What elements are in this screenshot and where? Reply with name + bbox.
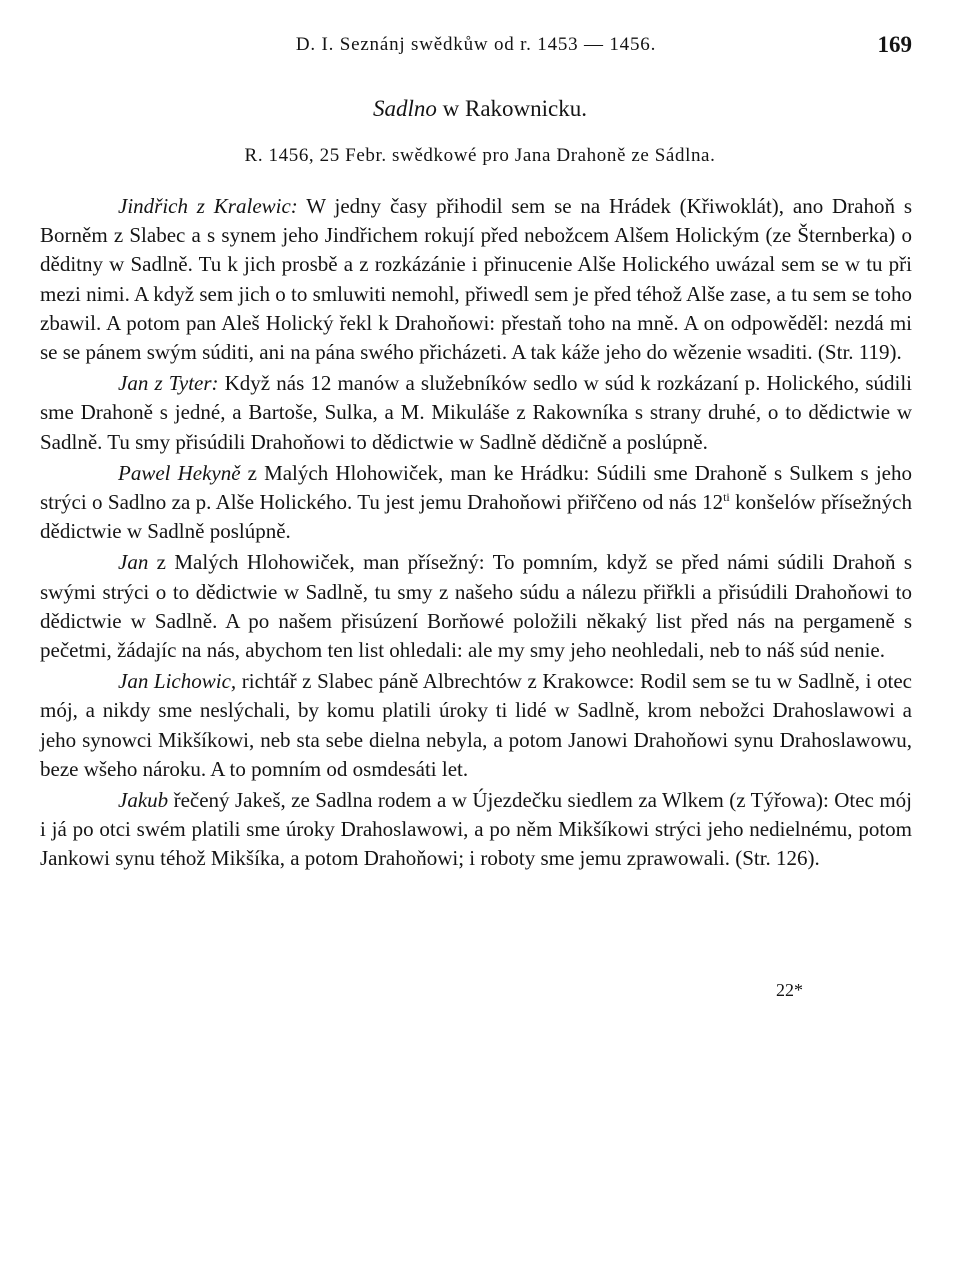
testimony-paragraph (40, 667, 912, 784)
date-line: R. 1456, 25 Febr. swědkowé pro Jana Drahoně ze Sádlna. (244, 145, 716, 166)
testimony-text: z Malých Hlohowiček, man ke Hrádku: Súdili sme Drahoně s Sulkem s jeho strýci o Sadlno za p. Alše Holického. Tu jest jemu Drahoňowi přiřčeno od nás 12 (40, 460, 912, 515)
testimony-text: z Malých Hlohowiček, man přísežný: To pomním, když se před námi súdili Drahoň s swými strýci o to dědictwie w Sadlně, tu smy z našeho súdu a nálezu přiřkli a přisúdili Drahoňowi to dědictwie w Sadlně. A po našem přisúzení Borňowé položili někaký list před nás na pergameně s pečetmi, žádajíc na nás, abychom ten list ohledali: ale my smy jeho neohledali, neb to náš súd nenie. (40, 550, 912, 663)
speaker-name: Jan (118, 550, 149, 575)
speaker-name: Jakub (118, 788, 169, 813)
testimony-text: W jedny časy přihodil sem se na Hrádek (Křiwoklát), ano Drahoň s Borněm z Slabec a s synem jeho Jindřichem rokují před nebožcem Alšem Holickým (ze Šternberka) o děditny w Sadlně. Tu k jich prosbě a z rozkázánie i přinucenie Alše Holického uwázal sem se w tu při mezi nimi. A když sem jich o to smluwiti nemohl, přiwedl sem je před téhož Alše zase, a tu sem se toho zbawil. A potom pan Aleš Holický řekl k Drahoňowi: přestaň toho na mně. A on odpowěděl: nezdá mi se se pánem swým súditi, ani na pána swého přicházeti. A tak káže jeho do wězenie wsaditi. (Str. 119). (40, 194, 912, 365)
testimony-paragraph (40, 548, 912, 665)
testimony-paragraph (40, 459, 912, 547)
speaker-name: Jindřich z Kralewic: (118, 194, 298, 218)
section-title (0, 96, 960, 122)
testimony-paragraph (40, 369, 912, 457)
sheet-signature: 22* (776, 980, 803, 1000)
speaker-name: Jan Lichowic, (118, 669, 237, 694)
testimony-text-continued: konšelów přísežných dědictwie w Sadlně poslúpně. (40, 490, 912, 544)
testimony-paragraph (40, 786, 912, 874)
page-header (40, 34, 912, 62)
speaker-name: Pawel Hekyně (118, 460, 241, 485)
testimony-text: řečený Jakeš, ze Sadlna rodem a w Újezdečku siedlem za Wlkem (z Týřowa): Otec mój i já po otci swém platili sme úroky Drahoslawowi, a po něm Mikšíkowi strýci jeho nedielnému, potom Jankowi synu téhož Mikšíka, a potom Drahoňowi; i roboty sme jemu zprawowali. (Str. 126). (40, 788, 912, 871)
section-place-rest: w Rakownicku. (436, 96, 587, 121)
running-head: D. I. Seznánj swědkůw od r. 1453 — 1456. (295, 34, 657, 55)
testimony-text: richtář z Slabec páně Albrechtów z Krakowce: Rodil sem se tu w Sadlně, i otec mój, a nikdy sme neslýchali, by komu platili úroky ti lidé w Sadlně, krom nebožci Drahoslawowi a jeho synowci Mikšíkowi, neb sta sebe dielna nebyla, a potom Janowi Drahoňowi synu Drahoslawowu, beze wšeho nároku. A to pomním od osmdesáti let. (40, 669, 912, 781)
page-number: 169 (877, 32, 912, 57)
section-place: Sadlno (372, 96, 437, 121)
testimony-paragraph (40, 192, 912, 367)
speaker-name: Jan z Tyter: (118, 371, 219, 396)
ordinal-superscript: ti (723, 490, 730, 505)
testimony-list (40, 192, 912, 874)
testimony-text: Když nás 12 manów a služebníków sedlo w súd k rozkázaní p. Holického, súdili sme Drahoně s jedné, a Bartoše, Sulka, a M. Mikuláše z Rakowníka s strany druhé, o to dědictwie w Sadlně. Tu smy přisúdili Drahoňowi to dědictwie w Sadlně dědičně a poslúpně. (40, 371, 912, 454)
